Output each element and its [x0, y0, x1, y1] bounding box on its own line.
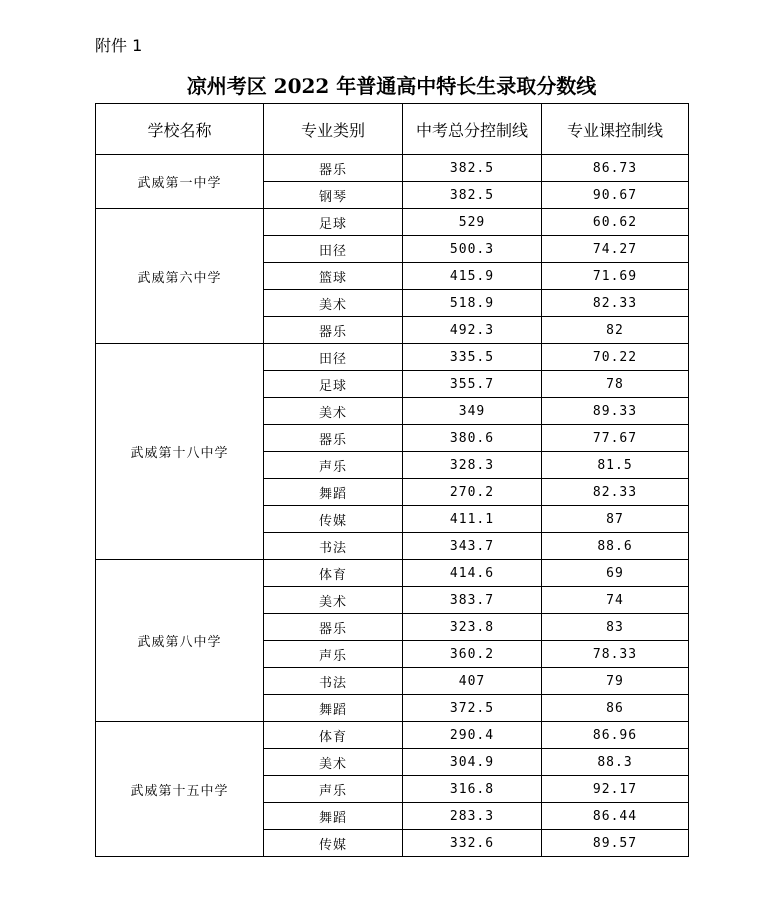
major-score-cell: 92.17 [542, 776, 689, 803]
total-score-cell: 270.2 [403, 479, 542, 506]
major-score-cell: 77.67 [542, 425, 689, 452]
total-score-cell: 343.7 [403, 533, 542, 560]
category-cell: 美术 [264, 587, 403, 614]
major-score-cell: 90.67 [542, 182, 689, 209]
school-name-cell: 武威第六中学 [96, 209, 264, 344]
category-cell: 美术 [264, 290, 403, 317]
major-score-cell: 74 [542, 587, 689, 614]
major-score-cell: 86.73 [542, 155, 689, 182]
table-row [96, 560, 689, 587]
category-cell: 书法 [264, 668, 403, 695]
category-cell: 体育 [264, 722, 403, 749]
category-cell: 传媒 [264, 506, 403, 533]
header-total-score-line: 中考总分控制线 [403, 104, 542, 155]
major-score-cell: 86.96 [542, 722, 689, 749]
category-cell: 器乐 [264, 425, 403, 452]
category-cell: 美术 [264, 398, 403, 425]
total-score-cell: 380.6 [403, 425, 542, 452]
major-score-cell: 79 [542, 668, 689, 695]
category-cell: 足球 [264, 371, 403, 398]
major-score-cell: 88.6 [542, 533, 689, 560]
major-score-cell: 82 [542, 317, 689, 344]
total-score-cell: 414.6 [403, 560, 542, 587]
major-score-cell: 74.27 [542, 236, 689, 263]
table-row [96, 209, 689, 236]
total-score-cell: 335.5 [403, 344, 542, 371]
major-score-cell: 82.33 [542, 290, 689, 317]
major-score-cell: 82.33 [542, 479, 689, 506]
total-score-cell: 349 [403, 398, 542, 425]
document-title: 凉州考区 2022 年普通高中特长生录取分数线 [186, 74, 597, 98]
category-cell: 田径 [264, 344, 403, 371]
total-score-cell: 328.3 [403, 452, 542, 479]
admission-score-table [95, 103, 689, 857]
major-score-cell: 88.3 [542, 749, 689, 776]
major-score-cell: 83 [542, 614, 689, 641]
total-score-cell: 323.8 [403, 614, 542, 641]
table-body [96, 155, 689, 857]
attachment-label: 附件 1 [95, 36, 143, 55]
category-cell: 器乐 [264, 317, 403, 344]
major-score-cell: 89.57 [542, 830, 689, 857]
total-score-cell: 415.9 [403, 263, 542, 290]
category-cell: 钢琴 [264, 182, 403, 209]
total-score-cell: 372.5 [403, 695, 542, 722]
total-score-cell: 492.3 [403, 317, 542, 344]
major-score-cell: 70.22 [542, 344, 689, 371]
table-row [96, 155, 689, 182]
table-header-row [96, 104, 689, 155]
category-cell: 器乐 [264, 614, 403, 641]
category-cell: 田径 [264, 236, 403, 263]
total-score-cell: 411.1 [403, 506, 542, 533]
school-name-cell: 武威第十八中学 [96, 344, 264, 560]
header-major-score-line: 专业课控制线 [542, 104, 689, 155]
category-cell: 声乐 [264, 452, 403, 479]
category-cell: 声乐 [264, 776, 403, 803]
major-score-cell: 78.33 [542, 641, 689, 668]
major-score-cell: 87 [542, 506, 689, 533]
major-score-cell: 86 [542, 695, 689, 722]
school-name-cell: 武威第一中学 [96, 155, 264, 209]
school-name-cell: 武威第十五中学 [96, 722, 264, 857]
category-cell: 足球 [264, 209, 403, 236]
category-cell: 体育 [264, 560, 403, 587]
table-row [96, 344, 689, 371]
total-score-cell: 500.3 [403, 236, 542, 263]
total-score-cell: 304.9 [403, 749, 542, 776]
total-score-cell: 529 [403, 209, 542, 236]
total-score-cell: 290.4 [403, 722, 542, 749]
major-score-cell: 81.5 [542, 452, 689, 479]
total-score-cell: 382.5 [403, 182, 542, 209]
category-cell: 声乐 [264, 641, 403, 668]
table-row [96, 722, 689, 749]
category-cell: 传媒 [264, 830, 403, 857]
header-category: 专业类别 [264, 104, 403, 155]
category-cell: 篮球 [264, 263, 403, 290]
major-score-cell: 89.33 [542, 398, 689, 425]
major-score-cell: 78 [542, 371, 689, 398]
category-cell: 舞蹈 [264, 695, 403, 722]
total-score-cell: 518.9 [403, 290, 542, 317]
total-score-cell: 383.7 [403, 587, 542, 614]
total-score-cell: 382.5 [403, 155, 542, 182]
category-cell: 美术 [264, 749, 403, 776]
total-score-cell: 360.2 [403, 641, 542, 668]
major-score-cell: 71.69 [542, 263, 689, 290]
category-cell: 书法 [264, 533, 403, 560]
total-score-cell: 355.7 [403, 371, 542, 398]
major-score-cell: 60.62 [542, 209, 689, 236]
total-score-cell: 407 [403, 668, 542, 695]
major-score-cell: 86.44 [542, 803, 689, 830]
total-score-cell: 316.8 [403, 776, 542, 803]
category-cell: 舞蹈 [264, 803, 403, 830]
major-score-cell: 69 [542, 560, 689, 587]
total-score-cell: 332.6 [403, 830, 542, 857]
total-score-cell: 283.3 [403, 803, 542, 830]
header-school-name: 学校名称 [96, 104, 264, 155]
category-cell: 舞蹈 [264, 479, 403, 506]
school-name-cell: 武威第八中学 [96, 560, 264, 722]
category-cell: 器乐 [264, 155, 403, 182]
